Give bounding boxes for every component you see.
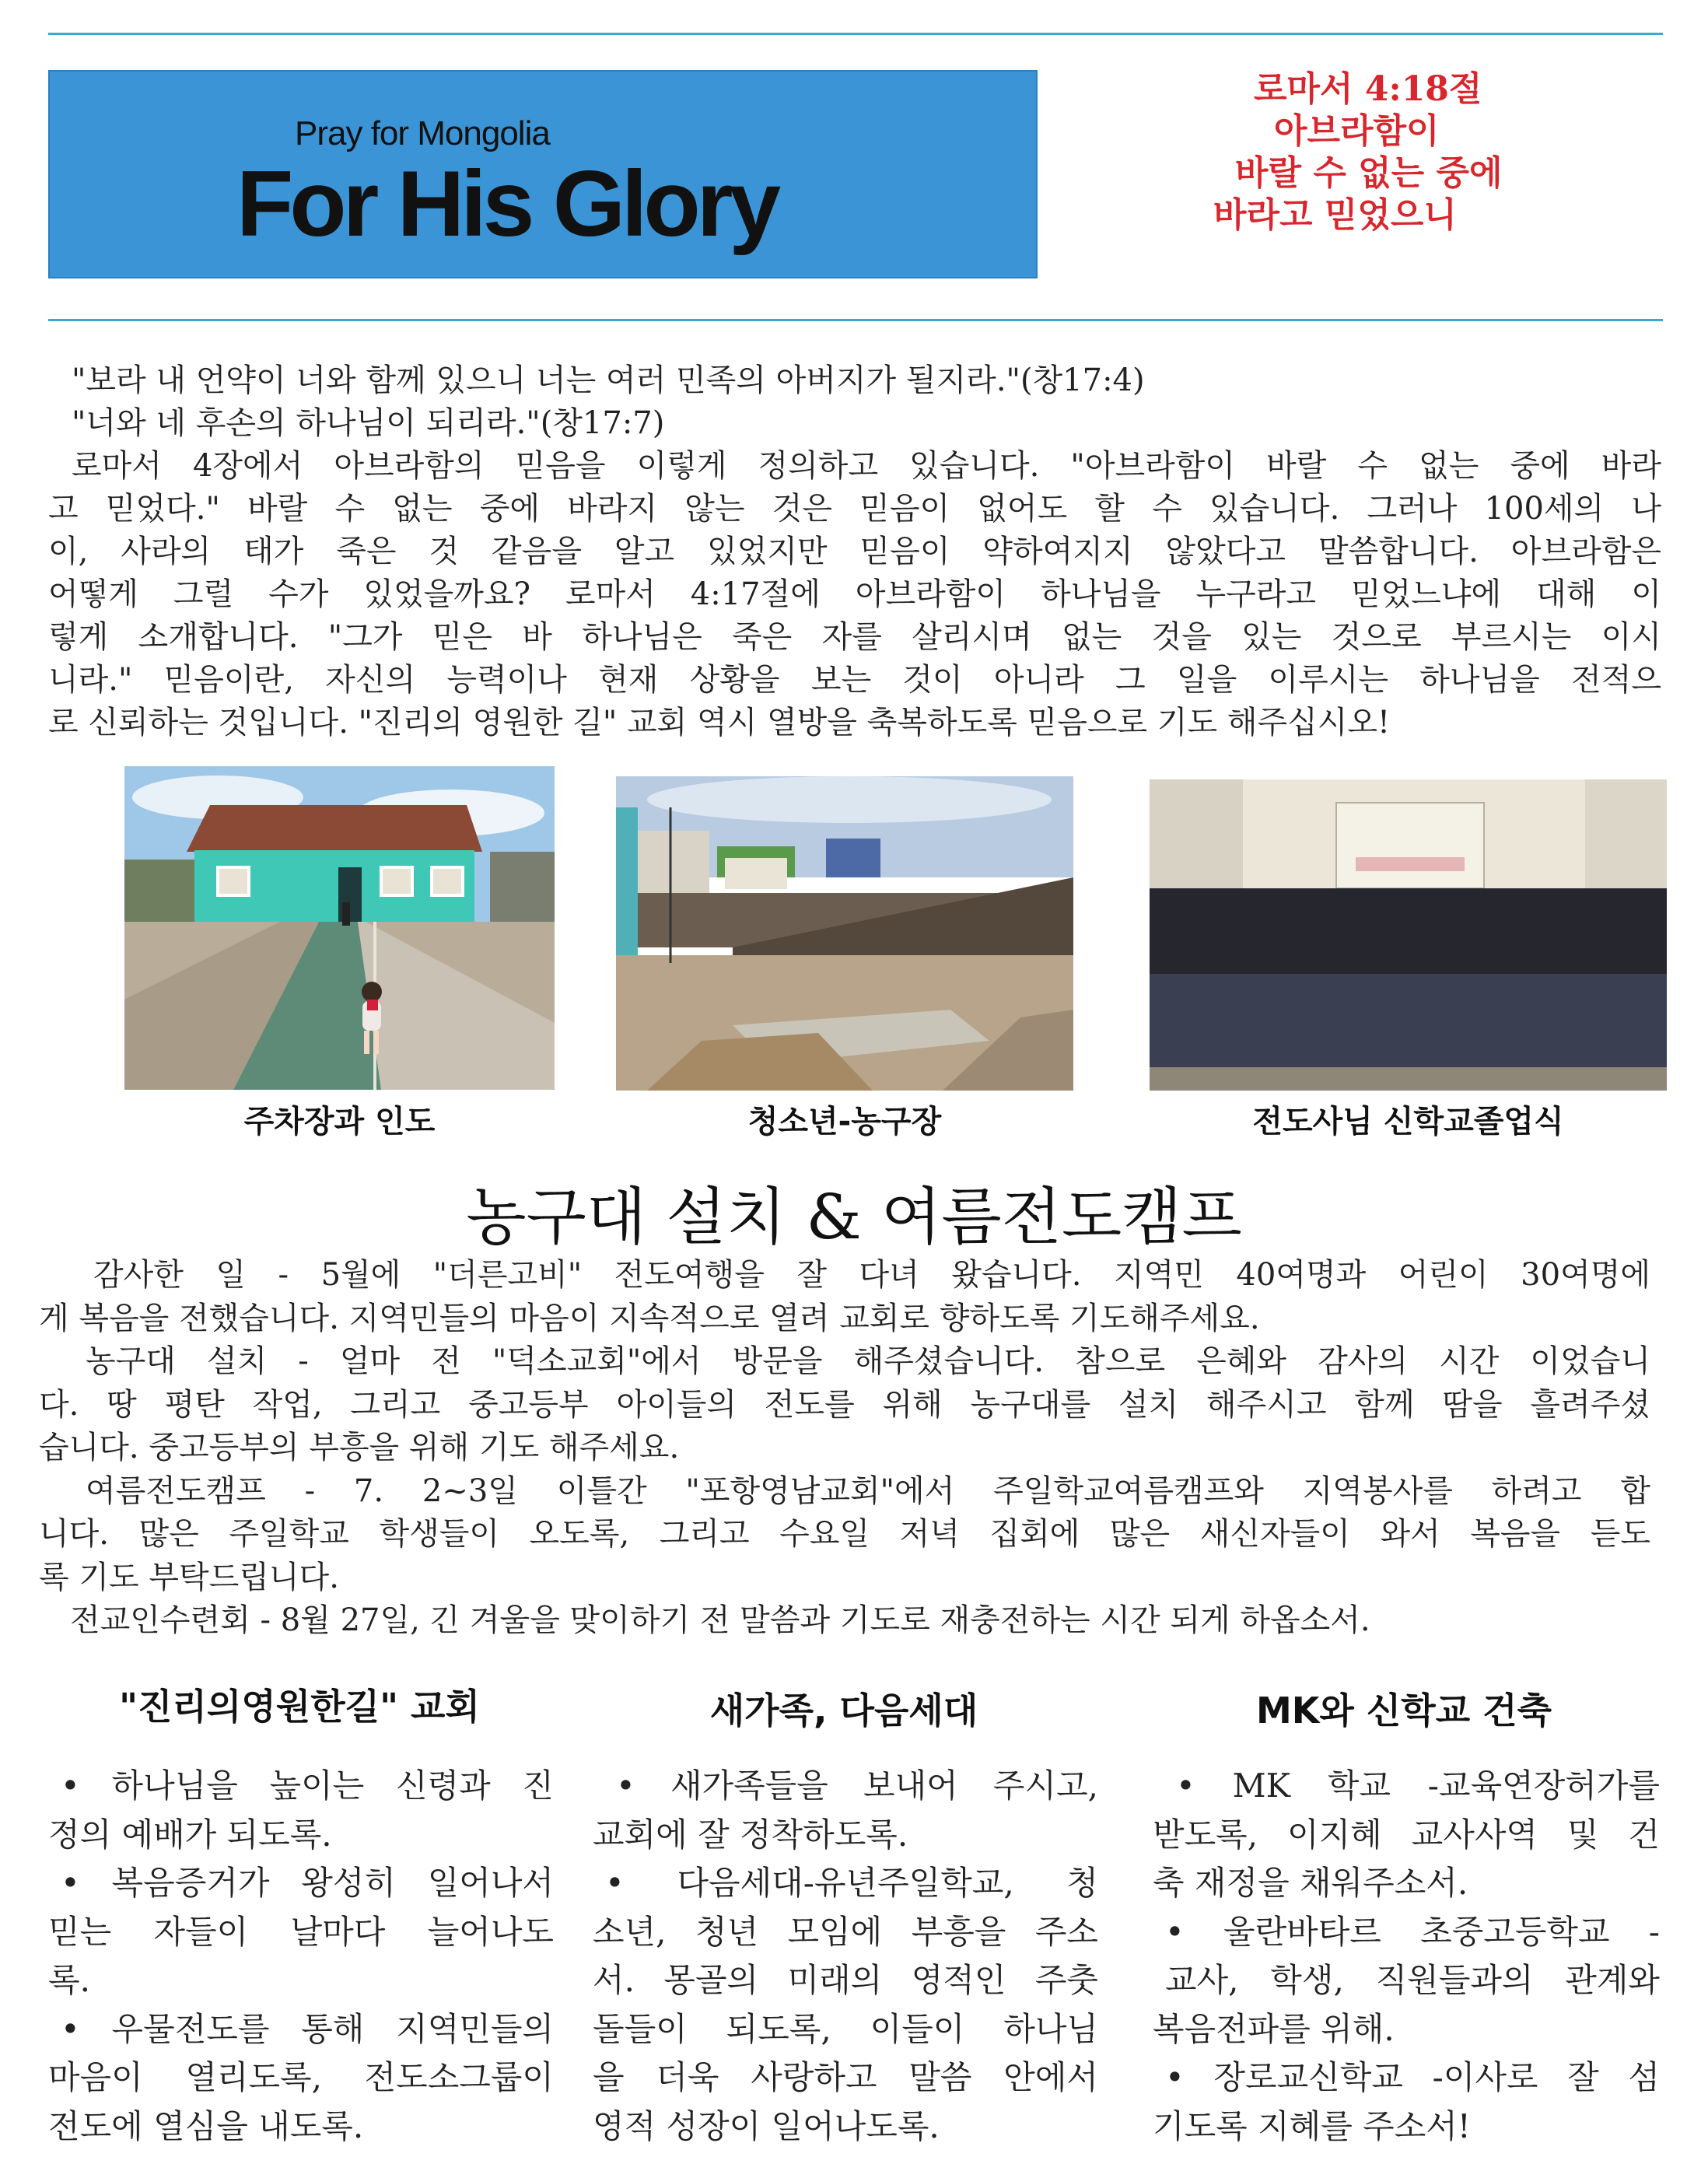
verse-line: 바라고 믿었으니 [1213,195,1457,235]
intro-line: 니라." 믿음이란, 자신의 능력이나 현재 상황을 보는 것이 아니라 그 일을 이루시는 하나님을 전적으 [48,662,1661,698]
column-line: 믿는 자들이 날마다 늘어나도 [48,1912,554,1951]
banner-subtitle: Pray for Mongolia [295,114,550,152]
column-line: • 하나님을 높이는 신령과 진 [61,1767,554,1805]
column-line: 교회에 잘 정착하도록. [593,1815,908,1854]
top-divider [48,33,1663,35]
section-line: 게 복음을 전했습니다. 지역민들의 마음이 지속적으로 열려 교회로 향하도록 기도해주세요. [39,1300,1260,1336]
prayer-column-mk [1153,1762,1660,2151]
column-line: • 울란바타르 초중고등학교 - [1165,1912,1660,1951]
section-line: 여름전도캠프 - 7. 2~3일 이틀간 "포항영남교회"에서 주일학교여름캠프와 지역봉사를 하려고 합 [86,1472,1650,1509]
photo-graduation [1150,779,1667,1091]
photo-caption: 청소년-농구장 [747,1104,942,1140]
column-line: 록. [48,1961,90,1999]
column-line: 소년, 청년 모임에 부흥을 주소 [593,1912,1098,1951]
section-line: 전교인수련회 - 8월 27일, 긴 겨울을 맞이하기 전 말씀과 기도로 재충전하는 시간 되게 하옵소서. [70,1602,1370,1638]
column-line: 돌들이 되도록, 이들이 하나님 [593,2009,1098,2048]
column-line: • 다음세대-유년주일학교, 청 [605,1864,1098,1902]
section-line: 습니다. 중고등부의 부흥을 위해 기도 해주세요. [39,1430,680,1465]
title-banner [48,70,1038,278]
photo-basketball-court [616,776,1073,1091]
intro-line: 로 신뢰하는 것입니다. "진리의 영원한 길" 교회 역시 열방을 축복하도록 믿음으로 기도 해주십시오! [48,705,1391,741]
intro-line: "너와 네 후손의 하나님이 되리라."(창17:7) [72,405,665,441]
column-line: 을 더욱 사랑하고 말씀 안에서 [593,2058,1098,2096]
column-line: 서. 몽골의 미래의 영적인 주춧 [593,1961,1098,1999]
section-line: 다. 땅 평탄 작업, 그리고 중고등부 아이들의 전도를 위해 농구대를 설치 해주시고 함께 땀을 흘려주셨 [39,1386,1650,1423]
column-line: 전도에 열심을 내도록. [48,2106,364,2145]
column-line: 받도록, 이지혜 교사사역 및 건 [1153,1815,1660,1854]
column-line: 축 재정을 채워주소서. [1153,1864,1468,1902]
section-line: 록 기도 부탁드립니다. [39,1559,339,1595]
section-paragraph [39,1254,1650,1643]
section-line: 감사한 일 - 5월에 "더른고비" 전도여행을 잘 다녀 왔습니다. 지역민 40여명과 어린이 30여명에 [93,1257,1650,1293]
intro-paragraph [48,359,1661,744]
column-line: • 새가족들을 보내어 주시고, [616,1767,1098,1805]
column-line: • MK 학교 -교육연장허가를 [1176,1767,1660,1805]
intro-line: 어떻게 그럴 수가 있었을까요? 로마서 4:17절에 아브라함이 하나님을 누구라고 믿었느냐에 대해 이 [48,576,1661,612]
column-line: 마음이 열리도록, 전도소그룹이 [48,2058,554,2096]
intro-line: 로마서 4장에서 아브라함의 믿음을 이렇게 정의하고 있습니다. "아브라함이 바랄 수 없는 중에 바라 [72,448,1661,484]
key-verse [1182,68,1503,236]
photo-parking-sidewalk [124,766,555,1090]
section-line: 농구대 설치 - 얼마 전 "덕소교회"에서 방문을 해주셨습니다. 참으로 은혜와 감사의 시간 이었습니 [86,1343,1650,1379]
column-heading-mk: MK와 신학교 건축 [1255,1690,1552,1732]
verse-line: 아브라함이 [1274,111,1440,151]
column-line: 영적 성장이 일어나도록. [593,2106,940,2145]
column-line: • 우물전도를 통해 지역민들의 [61,2009,554,2048]
photo-caption: 주차장과 인도 [243,1104,436,1140]
prayer-column-family [593,1762,1098,2151]
prayer-column-church [48,1762,554,2151]
verse-line: 로마서 4:18절 [1254,69,1482,109]
intro-line: "보라 내 언약이 너와 함께 있으니 너는 여러 민족의 아버지가 될지라."(창17:4) [72,362,1145,398]
section-line: 니다. 많은 주일학교 학생들이 오도록, 그리고 수요일 저녁 집회에 많은 새신자들이 와서 복음을 듣도 [39,1516,1650,1552]
column-line: 정의 예배가 되도록. [48,1815,332,1854]
photo-caption: 전도사님 신학교졸업식 [1252,1104,1564,1140]
section-title: 농구대 설치 & 여름전도캠프 [466,1181,1242,1253]
intro-line: 렇게 소개합니다. "그가 믿은 바 하나님은 죽은 자를 살리시며 없는 것을 있는 것으로 부르시는 이시 [48,619,1661,655]
column-line: 기도록 지혜를 주소서! [1153,2106,1471,2145]
intro-line: 고 믿었다." 바랄 수 없는 중에 바라지 않는 것은 믿음이 없어도 할 수 있습니다. 그러나 100세의 나 [48,491,1661,527]
column-line: • 복음증거가 왕성히 일어나서 [61,1864,554,1902]
intro-line: 이, 사라의 태가 죽은 것 같음을 알고 있었지만 믿음이 약하여지지 않았다고 말씀합니다. 아브라함은 [48,534,1661,569]
column-heading-church: "진리의영원한길" 교회 [119,1686,480,1728]
column-line: • 장로교신학교 -이사로 잘 섬 [1165,2058,1660,2096]
banner-title: For His Glory [236,152,778,256]
header-divider [48,319,1663,321]
column-heading-family: 새가족, 다음세대 [709,1690,978,1732]
column-line: 복음전파를 위해. [1153,2009,1395,2048]
column-line: 교사, 학생, 직원들과의 관계와 [1165,1961,1660,1999]
verse-line: 바랄 수 없는 중에 [1235,153,1503,193]
